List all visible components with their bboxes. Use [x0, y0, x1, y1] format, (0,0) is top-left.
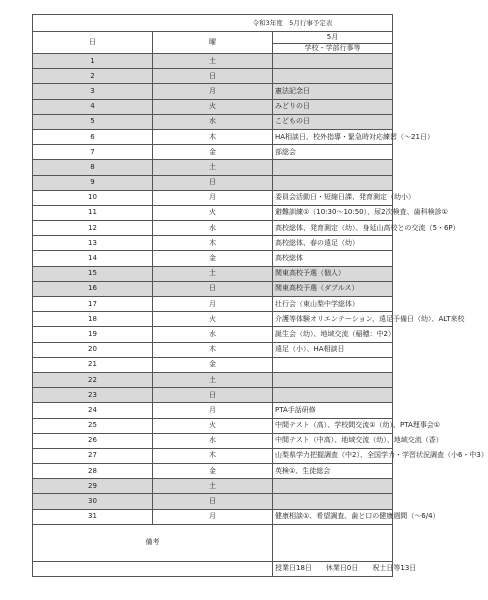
- day-of-week: 木: [153, 236, 273, 251]
- day-event: 関東高校予選（個人）: [273, 266, 393, 281]
- day-number: 1: [33, 54, 153, 69]
- day-row: [33, 342, 393, 357]
- day-number: 23: [33, 388, 153, 403]
- day-row: [33, 281, 393, 296]
- day-number: 4: [33, 99, 153, 114]
- day-number: 5: [33, 114, 153, 129]
- day-number: 16: [33, 281, 153, 296]
- day-row: [33, 327, 393, 342]
- day-number: 21: [33, 357, 153, 372]
- day-event: [273, 494, 393, 509]
- day-number: 10: [33, 190, 153, 205]
- day-row: [33, 160, 393, 175]
- day-row: [33, 190, 393, 205]
- schedule-table: [32, 14, 488, 577]
- day-row: [33, 403, 393, 418]
- day-row: [33, 479, 393, 494]
- day-number: 2: [33, 69, 153, 84]
- day-row: [33, 99, 393, 114]
- day-row: [33, 69, 393, 84]
- day-event: 介護等体験オリエンテーション、遠足予備日（幼）、ALT来校: [273, 312, 393, 327]
- day-of-week: 金: [153, 464, 273, 479]
- notes-content: [273, 524, 393, 561]
- day-number: 3: [33, 84, 153, 99]
- day-event: 高校総体: [273, 251, 393, 266]
- day-number: 9: [33, 175, 153, 190]
- day-number: 27: [33, 448, 153, 463]
- day-event: [273, 479, 393, 494]
- day-event: 関東高校予選（ダブルス）: [273, 281, 393, 296]
- document-title-text: 令和3年度 5月行事予定表: [252, 18, 333, 27]
- day-number: 12: [33, 221, 153, 236]
- day-number: 19: [33, 327, 153, 342]
- day-of-week: 木: [153, 129, 273, 144]
- day-of-week: 水: [153, 221, 273, 236]
- day-of-week: 火: [153, 418, 273, 433]
- day-event: HA相談日、校外指導・緊急時対応練習（～21日）: [273, 129, 393, 144]
- header-row-month: [33, 32, 393, 44]
- day-event: みどりの日: [273, 99, 393, 114]
- day-event: [273, 69, 393, 84]
- day-of-week: 火: [153, 99, 273, 114]
- day-event: [273, 388, 393, 403]
- day-event: [273, 357, 393, 372]
- day-of-week: 水: [153, 327, 273, 342]
- day-row: [33, 372, 393, 387]
- day-of-week: 火: [153, 205, 273, 220]
- summary-row: [33, 561, 393, 576]
- day-row: [33, 205, 393, 220]
- day-of-week: 金: [153, 357, 273, 372]
- day-event: [273, 160, 393, 175]
- day-number: 8: [33, 160, 153, 175]
- day-event: [273, 372, 393, 387]
- day-of-week: 月: [153, 297, 273, 312]
- day-row: [33, 464, 393, 479]
- day-number: 31: [33, 509, 153, 524]
- day-event: 中間テスト（高）、学校間交流①（幼）、PTA理事会①: [273, 418, 393, 433]
- summary-spacer: [33, 561, 273, 576]
- day-of-week: 月: [153, 84, 273, 99]
- day-row: [33, 129, 393, 144]
- day-row: [33, 357, 393, 372]
- day-event: 英検①、生徒総会: [273, 464, 393, 479]
- day-event: 高校総体、発育測定（幼）、身延山高校との交流（5・6P）: [273, 221, 393, 236]
- day-number: 24: [33, 403, 153, 418]
- day-of-week: 火: [153, 312, 273, 327]
- day-number: 18: [33, 312, 153, 327]
- day-number: 6: [33, 129, 153, 144]
- day-row: [33, 175, 393, 190]
- day-row: [33, 84, 393, 99]
- day-number: 13: [33, 236, 153, 251]
- day-number: 25: [33, 418, 153, 433]
- header-month: 5月: [273, 32, 393, 44]
- day-number: 7: [33, 145, 153, 160]
- summary-text: 授業日18日 休業日0日 祝土日等13日: [273, 561, 393, 576]
- day-event: [273, 54, 393, 69]
- day-event: 誕生会（幼）、地域交流（稲穂：中2）: [273, 327, 393, 342]
- day-row: [33, 251, 393, 266]
- day-row: [33, 54, 393, 69]
- day-row: [33, 266, 393, 281]
- day-number: 28: [33, 464, 153, 479]
- day-of-week: 月: [153, 190, 273, 205]
- day-number: 15: [33, 266, 153, 281]
- day-of-week: 土: [153, 160, 273, 175]
- day-number: 14: [33, 251, 153, 266]
- day-number: 30: [33, 494, 153, 509]
- day-event: PTA手話研修: [273, 403, 393, 418]
- day-of-week: 日: [153, 69, 273, 84]
- day-event: 山梨県学力把握調査（中2）、全国学力・学習状況調査（小6・中3）: [273, 448, 393, 463]
- day-row: [33, 448, 393, 463]
- day-event: 委員会活動日・短縮日課、発育測定（幼小）: [273, 190, 393, 205]
- day-of-week: 土: [153, 54, 273, 69]
- day-event: 中間テスト（中高）、地域交流（幼）、地域交流（香）: [273, 433, 393, 448]
- day-of-week: 日: [153, 388, 273, 403]
- day-row: [33, 494, 393, 509]
- day-event: 健康相談①、希望調査、歯と口の健康週間（～6/4）: [273, 509, 393, 524]
- day-of-week: 金: [153, 251, 273, 266]
- day-row: [33, 433, 393, 448]
- day-of-week: 土: [153, 266, 273, 281]
- header-subheader: 学校・学部行事等: [273, 44, 393, 54]
- day-number: 11: [33, 205, 153, 220]
- day-of-week: 月: [153, 509, 273, 524]
- title-row: [33, 15, 393, 32]
- day-event: 壮行会（東山梨中学総体）: [273, 297, 393, 312]
- day-of-week: 金: [153, 145, 273, 160]
- day-of-week: 土: [153, 372, 273, 387]
- notes-label: 備考: [33, 524, 273, 561]
- day-row: [33, 236, 393, 251]
- day-event: 憲法記念日: [273, 84, 393, 99]
- day-number: 29: [33, 479, 153, 494]
- header-day: 日: [33, 32, 153, 54]
- day-event: [273, 175, 393, 190]
- day-of-week: 土: [153, 479, 273, 494]
- day-row: [33, 297, 393, 312]
- day-number: 26: [33, 433, 153, 448]
- day-of-week: 日: [153, 494, 273, 509]
- day-of-week: 日: [153, 175, 273, 190]
- day-of-week: 水: [153, 114, 273, 129]
- day-of-week: 日: [153, 281, 273, 296]
- day-event: 高校総体、春の遠足（幼）: [273, 236, 393, 251]
- day-event: こどもの日: [273, 114, 393, 129]
- header-dow: 曜: [153, 32, 273, 54]
- day-of-week: 水: [153, 433, 273, 448]
- day-row: [33, 221, 393, 236]
- day-row: [33, 312, 393, 327]
- day-of-week: 月: [153, 403, 273, 418]
- day-number: 17: [33, 297, 153, 312]
- day-row: [33, 509, 393, 524]
- notes-row: [33, 524, 393, 561]
- day-event: 避難訓練①（10:30～10:50）、尿2次検査、歯科検診①: [273, 205, 393, 220]
- day-number: 20: [33, 342, 153, 357]
- day-of-week: 木: [153, 342, 273, 357]
- schedule-sheet: [32, 14, 488, 577]
- day-event: 遠足（小）、HA相談日: [273, 342, 393, 357]
- day-event: 部総会: [273, 145, 393, 160]
- day-of-week: 木: [153, 448, 273, 463]
- day-row: [33, 388, 393, 403]
- day-row: [33, 145, 393, 160]
- document-title: [33, 15, 393, 32]
- day-number: 22: [33, 372, 153, 387]
- day-row: [33, 114, 393, 129]
- day-row: [33, 418, 393, 433]
